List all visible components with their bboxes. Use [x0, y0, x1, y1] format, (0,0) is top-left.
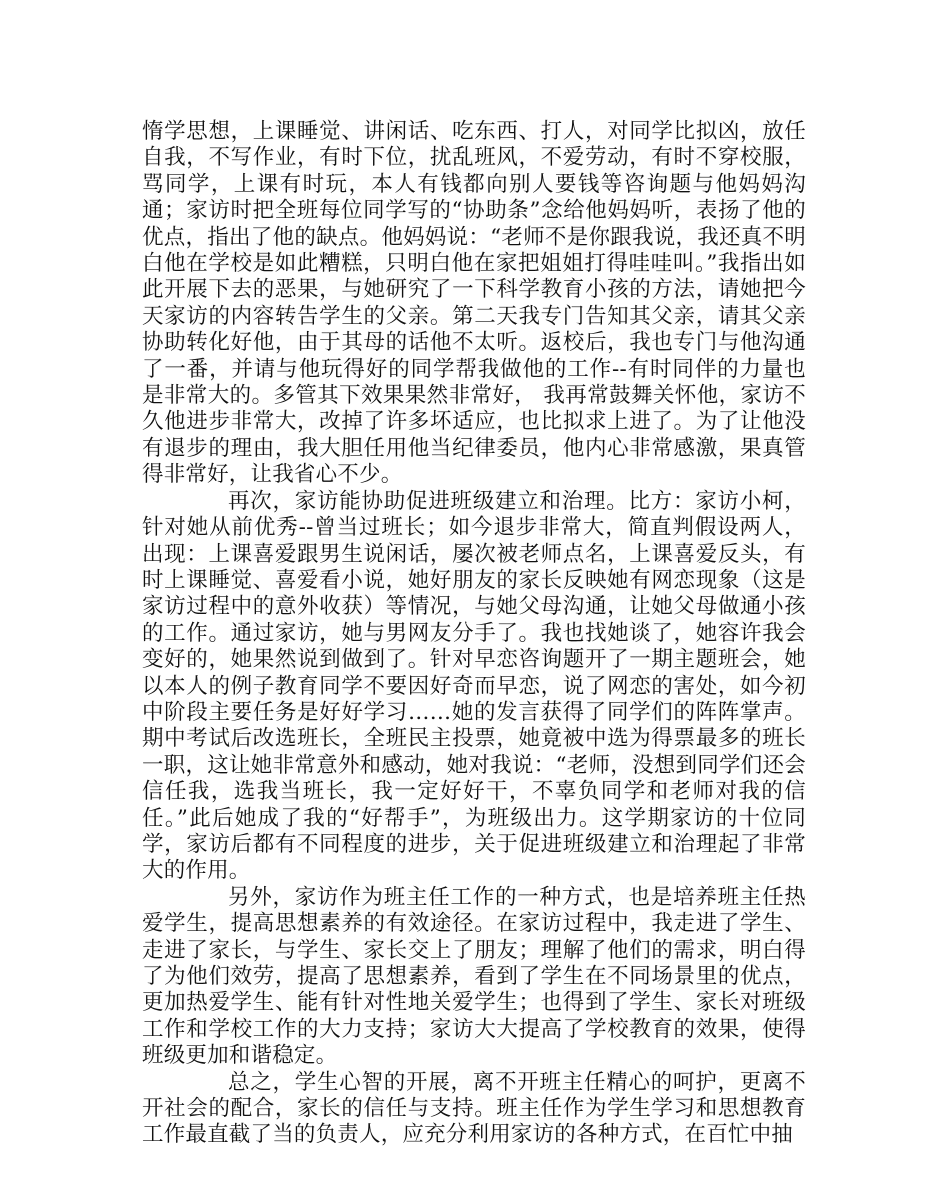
document-body [142, 119, 806, 1149]
paragraph-continuation: 惰学思想，上课睡觉、讲闲话、吃东西、打人，对同学比拟凶，放任自我，不写作业，有时下位，扰乱班风，不爱劳动，有时不穿校服，骂同学，上课有时玩，本人有钱都向别人要钱等咨询题与他妈妈沟通；家访时把全班每位同学写的“协助条”念给他妈妈听，表扬了他的优点，指出了他的缺点。他妈妈说：“老师不是你跟我说，我还真不明白他在学校是如此糟糕，只明白他在家把姐姐打得哇哇叫。”我指出如此开展下去的恶果，与她研究了一下科学教育小孩的方法，请她把今天家访的内容转告学生的父亲。第二天我专门告知其父亲，请其父亲协助转化好他，由于其母的话他不太听。返校后，我也专门与他沟通了一番，并请与他玩得好的同学帮我做他的工作--有时同伴的力量也是非常大的。多管其下效果果然非常好， 我再常鼓舞关怀他，家访不久他进步非常大，改掉了许多坏适应，也比拟求上进了。为了让他没有退步的理由，我大胆任用他当纪律委员，他内心非常感激，果真管得非常好，让我省心不少。 [142, 119, 806, 488]
paragraph-teacher-growth: 另外，家访作为班主任工作的一种方式，也是培养班主任热爱学生，提高思想素养的有效途径。在家访过程中，我走进了学生、走进了家长，与学生、家长交上了朋友；理解了他们的需求，明白得了为他们效劳，提高了思想素养，看到了学生在不同场景里的优点，更加热爱学生、能有针对性地关爱学生；也得到了学生、家长对班级工作和学校工作的大力支持；家访大大提高了学校教育的效果，使得班级更加和谐稳定。 [142, 884, 806, 1069]
paragraph-class-management: 再次，家访能协助促进班级建立和治理。比方：家访小柯，针对她从前优秀--曾当过班长；如今退步非常大，简直判假设两人，出现：上课喜爱跟男生说闲话，屡次被老师点名，上课喜爱反头，有时上课睡觉、喜爱看小说，她好朋友的家长反映她有网恋现象（这是家访过程中的意外收获）等情况，与她父母沟通，让她父母做通小孩的工作。通过家访，她与男网友分手了。我也找她谈了，她容许我会变好的，她果然说到做到了。针对早恋咨询题开了一期主题班会，她以本人的例子教育同学不要因好奇而早恋，说了网恋的害处，如今初中阶段主要任务是好好学习……她的发言获得了同学们的阵阵掌声。期中考试后改选班长，全班民主投票，她竟被中选为得票最多的班长一职，这让她非常意外和感动，她对我说：“老师，没想到同学们还会信任我，选我当班长，我一定好好干，不辜负同学和老师对我的信任。”此后她成了我的“好帮手”，为班级出力。这学期家访的十位同学，家访后都有不同程度的进步，关于促进班级建立和治理起了非常大的作用。 [142, 488, 806, 884]
paragraph-conclusion: 总之，学生心智的开展，离不开班主任精心的呵护，更离不开社会的配合，家长的信任与支持。班主任作为学生学习和思想教育工作最直截了当的负责人，应充分利用家访的各种方式，在百忙中抽 [142, 1069, 806, 1148]
